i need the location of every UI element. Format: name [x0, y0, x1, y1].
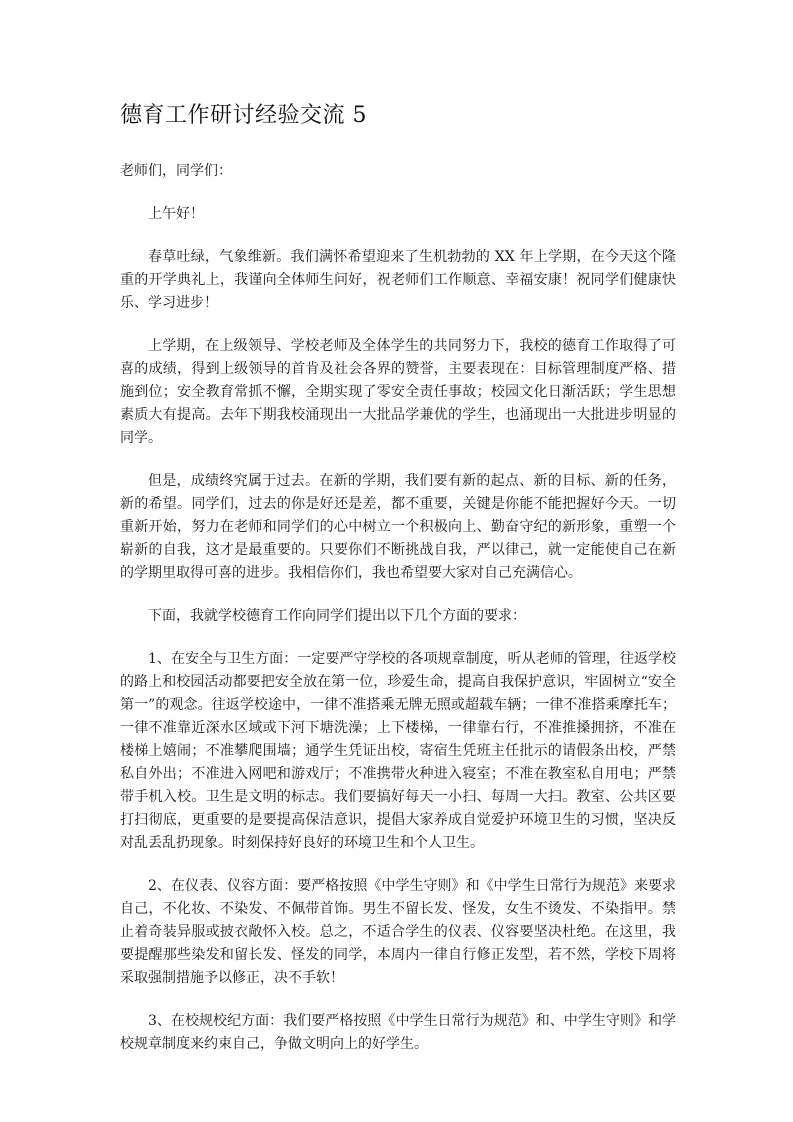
document-page — [120, 100, 676, 1076]
paragraph-opening: 春草吐绿，气象维新。我们满怀希望迎来了生机勃勃的 XX 年上学期，在今天这个隆重的开学典礼上，我谨向全体师生问好，祝老师们工作顺意、幸福安康！祝同学们健康快乐、学习进步！ — [120, 249, 676, 311]
paragraph-new-semester: 但是，成绩终究属于过去。在新的学期，我们要有新的起点、新的目标、新的任务，新的希望。同学们，过去的你是好还是差，都不重要，关键是你能不能把握好今天。一切重新开始，努力在老师和同学们的心中树立一个积极向上、勤奋守纪的新形象，重塑一个崭新的自我，这才是最重要的。只要你们不断挑战自我，严以律己，就一定能使自己在新的学期里取得可喜的进步。我相信你们，我也希望要大家对自己充满信心。 — [120, 473, 676, 581]
paragraph-safety-hygiene: 1、在安全与卫生方面：一定要严守学校的各项规章制度，听从老师的管理，往返学校的路上和校园活动都要把安全放在第一位，珍爱生命，提高自我保护意识，牢固树立“安全第一”的观念。往返学校途中，一律不准搭乘无牌无照或超载车辆；一律不准搭乘摩托车；一律不准靠近深水区域或下河下塘洗澡；上下楼梯，一律靠右行，不准推搡拥挤，不准在楼梯上嬉闹；不准攀爬围墙；通学生凭证出校，寄宿生凭班主任批示的请假条出校，严禁私自外出；不准进入网吧和游戏厅；不准携带火种进入寝室；不准在教室私自用电；严禁带手机入校。卫生是文明的标志。我们要搞好每天一小扫、每周一大扫。教室、公共区要打扫彻底，更重要的是要提高保洁意识，提倡大家养成自觉爱护环境卫生的习惯，坚决反对乱丢乱扔现象。时刻保持好良好的环境卫生和个人卫生。 — [120, 651, 676, 851]
paragraph-achievements: 上学期，在上级领导、学校老师及全体学生的共同努力下，我校的德育工作取得了可喜的成绩，得到上级领导的首肯及社会各界的赞誉，主要表现在：目标管理制度严格、措施到位；安全教育常抓不懈，全期实现了零安全责任事故；校园文化日渐活跃；学生思想素质大有提高。去年下期我校涌现出一大批品学兼优的学生，也涌现出一大批进步明显的同学。 — [120, 338, 676, 446]
paragraph-requirements-intro: 下面，我就学校德育工作向同学们提出以下几个方面的要求： — [148, 608, 526, 624]
salutation: 老师们，同学们： — [120, 163, 232, 179]
paragraph-greeting: 上午好！ — [148, 206, 204, 222]
paragraph-school-rules: 3、在校规校纪方面：我们要严格按照《中学生日常行为规范》和、中学生守则》和学校规章制度来约束自己，争做文明向上的好学生。 — [120, 1013, 676, 1052]
paragraph-appearance: 2、在仪表、仪容方面：要严格按照《中学生守则》和《中学生日常行为规范》来要求自己，不化妆、不染发、不佩带首饰。男生不留长发、怪发，女生不烫发、不染指甲。禁止着奇装异服或披衣敞怀入校。总之，不适合学生的仪表、仪容要坚决杜绝。在这里，我要提醒那些染发和留长发、怪发的同学，本周内一律自行修正发型，若不然，学校下周将采取强制措施予以修正，决不手软！ — [120, 878, 676, 986]
document-title: 德育工作研讨经验交流 5 — [120, 103, 367, 128]
